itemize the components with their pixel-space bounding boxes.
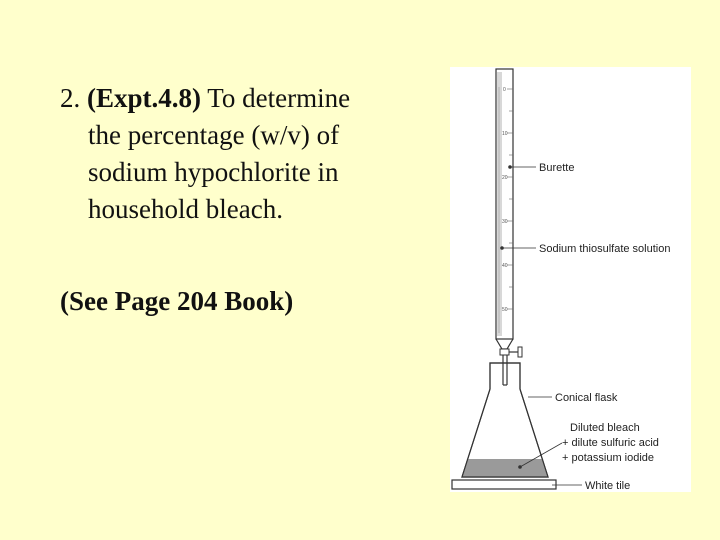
item-line-3: sodium hypochlorite in [88,157,339,187]
burette-solution [497,72,502,336]
scale-20: 20 [502,175,508,181]
titration-diagram [450,67,691,492]
burette-graduations [507,89,513,309]
item-line-2: the percentage (w/v) of [88,120,340,150]
scale-0: 0 [503,87,506,93]
scale-10: 10 [502,131,508,137]
white-tile [452,480,556,489]
flask-liquid [462,459,548,477]
label-contents-1: Diluted bleach [570,422,640,434]
item-text-1: To determine [201,83,351,113]
burette [496,69,522,385]
label-flask: Conical flask [555,392,618,404]
experiment-description [60,80,440,228]
label-solution: Sodium thiosulfate solution [539,243,671,255]
item-line-4: household bleach. [88,194,283,224]
label-contents-3: + potassium iodide [562,452,655,464]
book-reference: (See Page 204 Book) [60,286,294,316]
conical-flask [462,363,548,477]
item-number: 2. [60,83,81,113]
item-line-1 [60,80,440,117]
label-contents-2: + dilute sulfuric acid [562,437,659,449]
scale-30: 30 [502,219,508,225]
tap-handle [518,347,522,357]
label-burette: Burette [539,162,575,174]
titration-svg [450,67,691,492]
scale-40: 40 [502,263,508,269]
experiment-ref: (Expt.4.8) [87,83,201,113]
scale-50: 50 [502,307,508,313]
label-tile: White tile [585,480,631,492]
burette-tap [500,349,509,355]
